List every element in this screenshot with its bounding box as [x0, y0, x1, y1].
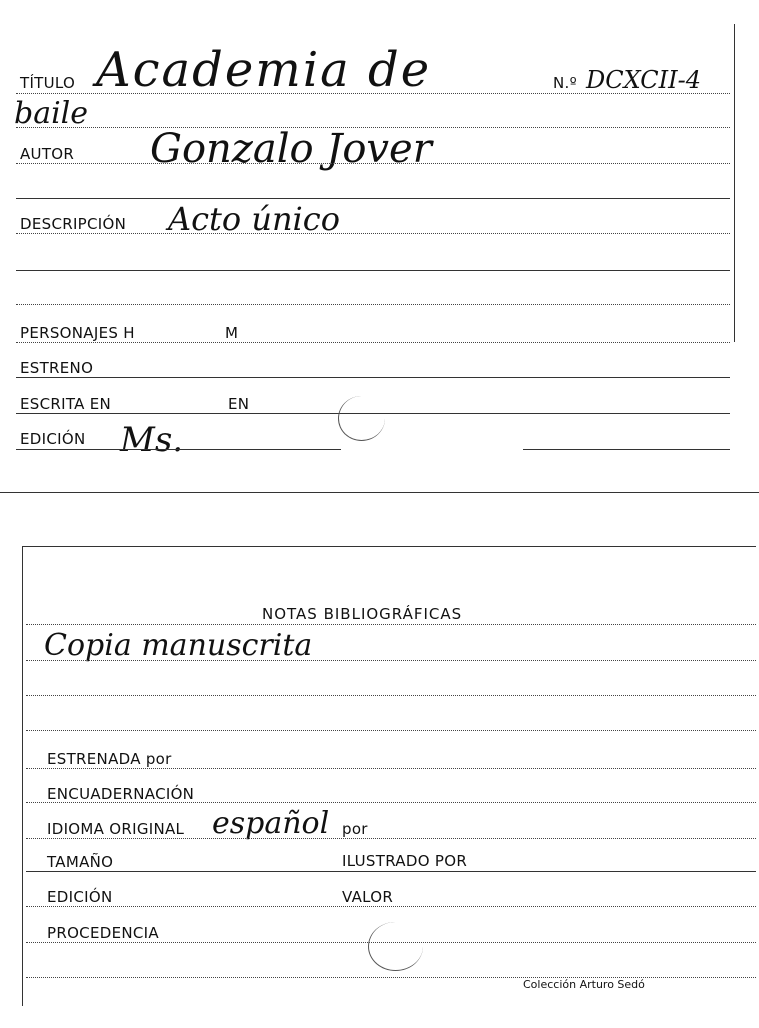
estreno-rule — [16, 377, 730, 378]
card-right-border — [734, 24, 735, 342]
notas-rule — [26, 624, 756, 625]
autor-label: AUTOR — [20, 145, 75, 163]
titulo-handwritten-continued: baile — [14, 96, 89, 131]
idioma-rule — [26, 838, 756, 839]
escrita-en2-label: EN — [228, 395, 250, 413]
notas-bibliograficas-label: NOTAS BIBLIOGRÁFICAS — [262, 605, 463, 623]
blank-rule-back-2 — [26, 730, 756, 731]
ilustrado-por-label: ILUSTRADO POR — [342, 852, 468, 870]
notas-handwritten: Copia manuscrita — [44, 628, 313, 663]
back-top-border — [22, 546, 756, 547]
rule-solid-1 — [16, 198, 730, 199]
back-left-border — [22, 546, 23, 1006]
titulo-handwritten: Academia de — [96, 42, 432, 98]
titulo-rule — [16, 93, 730, 94]
personajes-h-label: PERSONAJES H — [20, 324, 135, 342]
edicion-handwritten: Ms. — [120, 420, 184, 460]
autor-handwritten: Gonzalo Jover — [150, 126, 432, 172]
card-separator — [0, 492, 759, 493]
escrita-en-label: ESCRITA EN — [20, 395, 112, 413]
tamano-rule — [26, 871, 756, 872]
estrenada-por-label: ESTRENADA por — [47, 750, 172, 768]
idioma-por-label: por — [342, 820, 368, 838]
idioma-original-label: IDIOMA ORIGINAL — [47, 820, 185, 838]
idioma-handwritten: español — [212, 806, 330, 841]
punch-hole-mark-back — [368, 922, 423, 971]
procedencia-label: PROCEDENCIA — [47, 924, 159, 942]
autor-rule — [16, 163, 730, 164]
edicion-back-label: EDICIÓN — [47, 888, 113, 906]
personajes-m-label: M — [225, 324, 239, 342]
personajes-rule — [16, 342, 730, 343]
coleccion-stamp: Colección Arturo Sedó — [523, 978, 645, 991]
encuadernacion-label: ENCUADERNACIÓN — [47, 785, 195, 803]
encuadernacion-rule — [26, 802, 756, 803]
edicion-label: EDICIÓN — [20, 430, 86, 448]
punch-hole-mark — [338, 396, 385, 441]
tamano-label: TAMAÑO — [47, 853, 114, 871]
edicion-rule-left — [16, 449, 341, 450]
notas-rule-2 — [26, 660, 756, 661]
titulo-label: TÍTULO — [20, 74, 76, 92]
estrenada-rule — [26, 768, 756, 769]
numero-label: N.º — [553, 74, 577, 92]
valor-label: VALOR — [342, 888, 394, 906]
numero-handwritten: DCXCII-4 — [586, 66, 701, 94]
edicion-back-rule — [26, 906, 756, 907]
rule-solid-2 — [16, 270, 730, 271]
blank-rule — [16, 304, 730, 305]
edicion-rule-right — [523, 449, 730, 450]
descripcion-handwritten: Acto único — [168, 200, 340, 238]
estreno-label: ESTRENO — [20, 359, 94, 377]
descripcion-label: DESCRIPCIÓN — [20, 215, 127, 233]
descripcion-rule — [16, 233, 730, 234]
bottom-rule-back — [26, 977, 756, 978]
blank-rule-back-1 — [26, 695, 756, 696]
